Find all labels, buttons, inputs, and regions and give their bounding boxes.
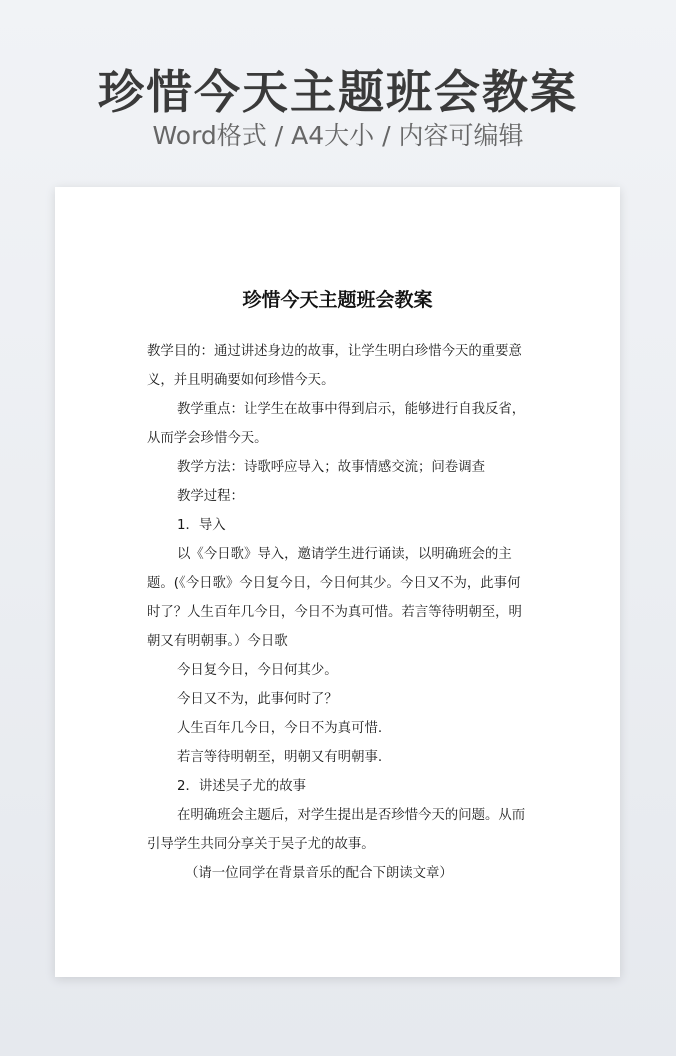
paragraph-reading-note: （请一位同学在背景音乐的配合下朗读文章） (185, 866, 453, 881)
paragraph-teaching-focus: 教学重点：让学生在故事中得到启示，能够进行自我反省，从而学会珍惜今天。 (147, 402, 526, 446)
banner-subtitle: Word格式 / A4大小 / 内容可编辑 (152, 121, 524, 150)
paragraph-teaching-goal: 教学目的：通过讲述身边的故事，让学生明白珍惜今天的重要意义，并且明确要如何珍惜今天。 (147, 344, 522, 388)
paragraph-teaching-process: 教学过程： (177, 489, 244, 504)
document-page (55, 187, 620, 977)
paragraph-intro: 以《今日歌》导入，邀请学生进行诵读，以明确班会的主题。(《今日歌》今日复今日，今日何其少。今日又不为，此事何时了？人生百年几今日，今日不为真可惜。若言等待明朝至，明朝又有明朝事。）今日歌 (147, 547, 522, 649)
document-body (147, 337, 533, 888)
section-heading-intro: 1．导入 (177, 518, 226, 533)
section-heading-story: 2．讲述吴子尤的故事 (177, 779, 307, 794)
paragraph-story: 在明确班会主题后，对学生提出是否珍惜今天的问题。从而引导学生共同分享关于吴子尤的故事。 (147, 808, 526, 852)
banner-title: 珍惜今天主题班会教案 (98, 65, 578, 119)
poem-line: 今日复今日，今日何其少。 (177, 663, 338, 678)
poem-line: 今日又不为，此事何时了？ (177, 692, 338, 707)
poem-line: 人生百年几今日，今日不为真可惜. (177, 721, 383, 736)
document-title: 珍惜今天主题班会教案 (242, 289, 433, 311)
paragraph-teaching-method: 教学方法：诗歌呼应导入；故事情感交流；问卷调查 (177, 460, 485, 475)
poem-line: 若言等待明朝至，明朝又有明朝事. (177, 750, 383, 765)
